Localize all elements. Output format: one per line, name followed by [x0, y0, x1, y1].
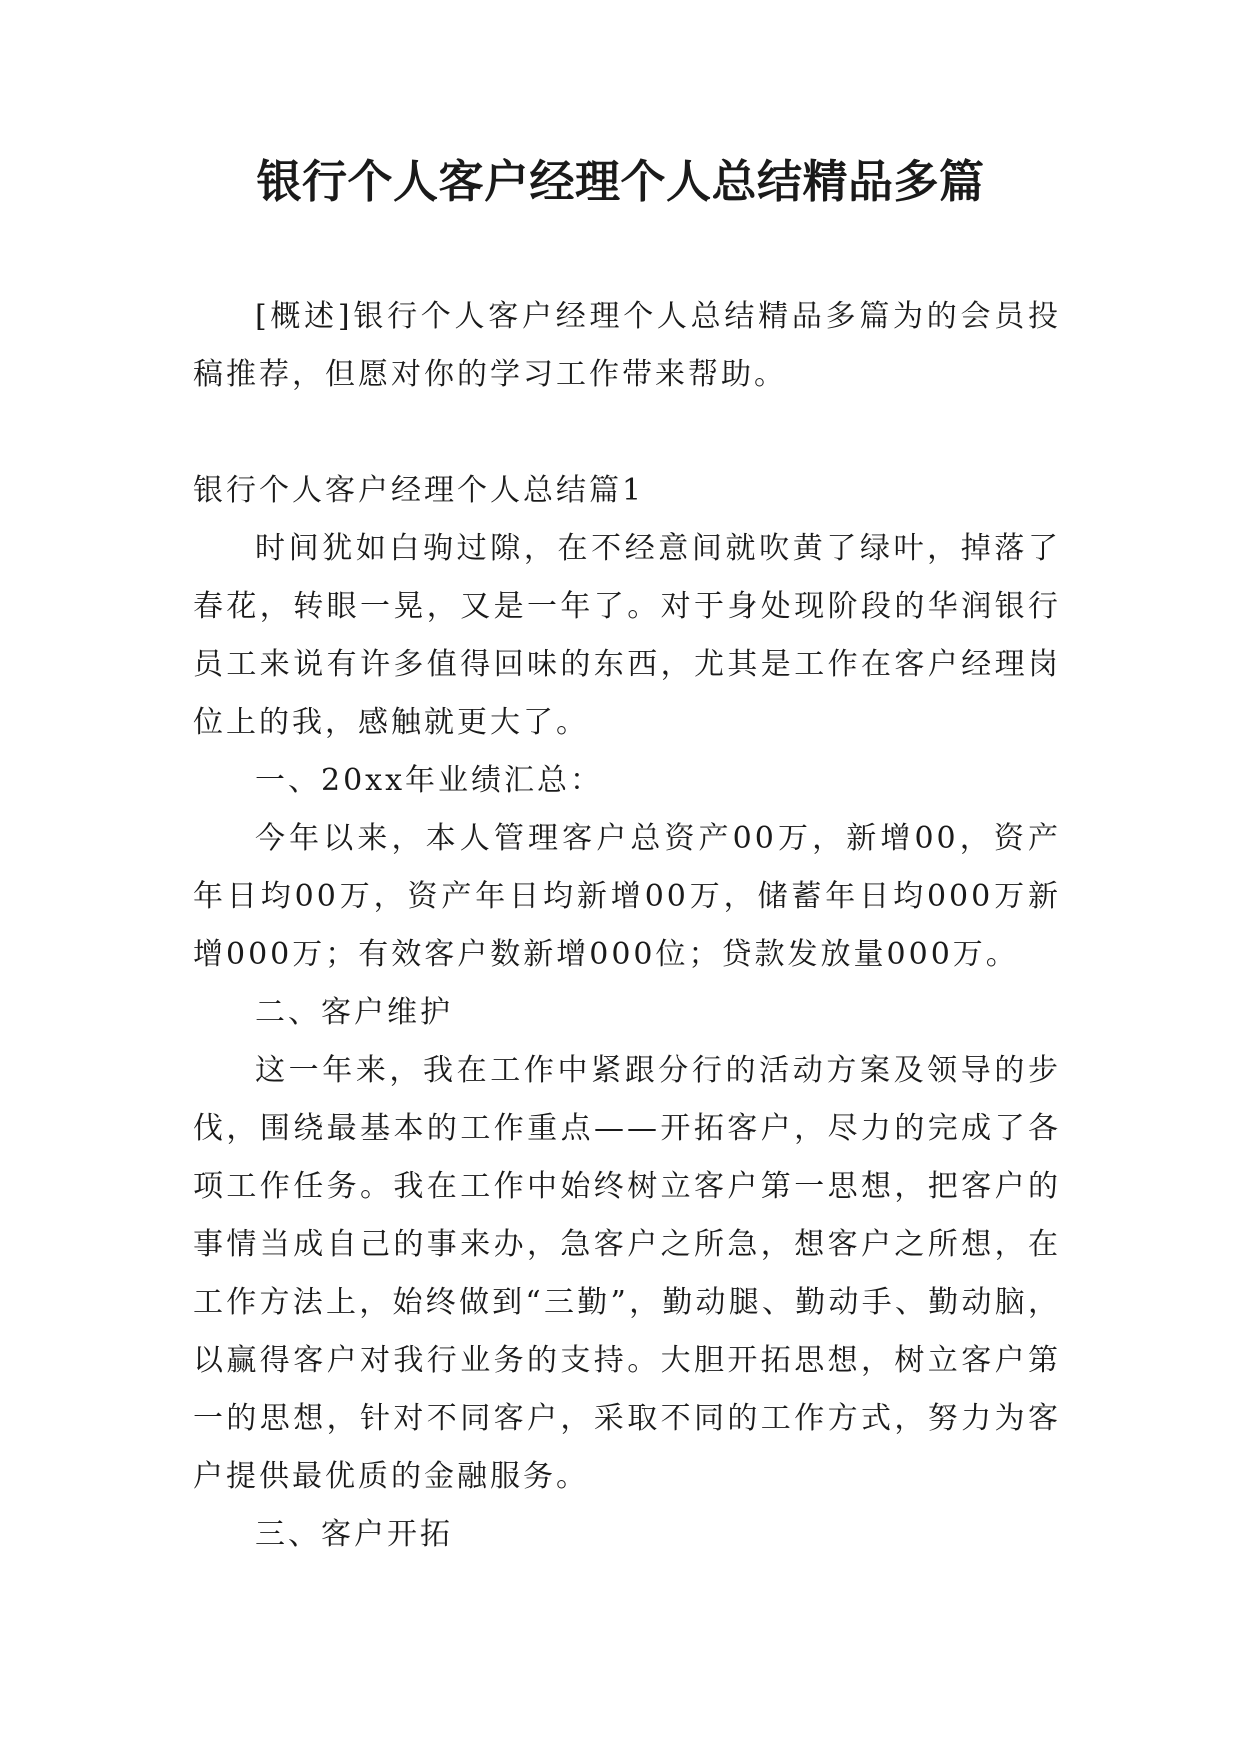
heading-customer-maintenance: 二、客户维护: [255, 995, 453, 1030]
body-paragraph-maintenance: 这一年来，我在工作中紧跟分行的活动方案及领导的步伐，围绕最基本的工作重点——开拓客户，尽力的完成了各项工作任务。我在工作中始终树立客户第一思想，把客户的事情当成自己的事来办，急客户之所急，想客户之所想，在工作方法上，始终做到“三勤”，勤动腿、勤动手、勤动脑，以赢得客户对我行业务的支持。大胆开拓思想，树立客户第一的思想，针对不同客户，采取不同的工作方式，努力为客户提供最优质的金融服务。: [193, 1053, 1061, 1494]
heading-customer-development: 三、客户开拓: [255, 1517, 453, 1552]
section-title: 银行个人客户经理个人总结篇1: [193, 473, 645, 508]
document-title: 银行个人客户经理个人总结精品多篇: [256, 155, 985, 208]
body-paragraph-performance: 今年以来，本人管理客户总资产00万，新增00，资产年日均00万，资产年日均新增00万，储蓄年日均000万新增000万；有效客户数新增000位；贷款发放量000万。: [193, 821, 1061, 972]
document-body: [193, 288, 1061, 1564]
body-paragraph-intro: 时间犹如白驹过隙，在不经意间就吹黄了绿叶，掉落了春花，转眼一晃，又是一年了。对于身处现阶段的华润银行员工来说有许多值得回味的东西，尤其是工作在客户经理岗位上的我，感触就更大了。: [193, 531, 1061, 740]
heading-performance-summary: 一、20xx年业绩汇总：: [255, 763, 604, 798]
summary-paragraph: [概述]银行个人客户经理个人总结精品多篇为的会员投稿推荐，但愿对你的学习工作带来帮助。: [193, 299, 1061, 392]
